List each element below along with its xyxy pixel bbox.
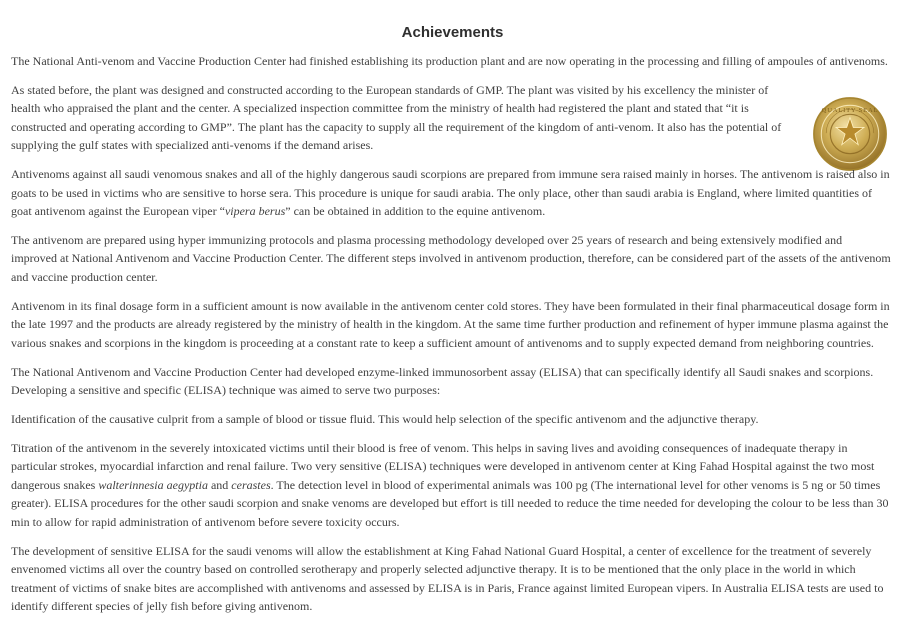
paragraph-gmp-standard: As stated before, the plant was designed and constructed according to the European standards of GMP. The plant was visited by his excellency the minister of health who appraised the plant and the center. A specialized inspection committee from the ministry of health had registered the plant and stated that “it is constructed and operating according to GMP”. The plant has the capacity to supply all the requirement of the kingdom of anti-venom. It also has the potential of supplying the gulf states with specialized anti-venoms if the demand arises. bbox=[11, 83, 782, 153]
species-name-walterinnesia-aegyptia: walterinnesia aegyptia bbox=[98, 477, 208, 492]
paragraph-antivenom-sources bbox=[11, 165, 891, 220]
paragraph-center-of-excellence: The development of sensitive ELISA for the saudi venoms will allow the establishment at King Fahad National Guard Hospital, a center of excellence for the treatment of severely envenomed victims all over the country based on controlled serotherapy and properly selected adjunctive therapy. It is to be mentioned that the only place in the world in which treatment of victims of snake bites are accomplished with antivenoms and assessed by ELISA is in Paris, France against limited European vipers. In Australia ELISA tests are used to identify different species of jelly fish before giving antivenom. bbox=[11, 543, 884, 613]
species-name-cerastes: cerastes bbox=[231, 477, 271, 492]
species-name-vipera-berus: vipera berus bbox=[224, 204, 286, 219]
paragraph-final-dosage: Antivenom in its final dosage form in a sufficient amount is now available in the antivenom center cold stores. They have been formulated in their final pharmaceutical dosage form in the late 1997 and the products are already registered by the ministry of health in the kingdom. At the same time further production and refinement of hyper immune plasma against the various snakes and scorpions in the kingdom is proceeding at a constant rate to keep a sufficient amount of antivenoms and to supply expected demand from neighboring countries. bbox=[11, 298, 890, 350]
paragraph-elisa-development: The National Antivenom and Vaccine Production Center had developed enzyme-linked immunosorbent assay (ELISA) that can specifically identify all Saudi snakes and scorpions. Developing a sensitive and specific (ELISA) technique was aimed to serve two purposes: bbox=[11, 364, 874, 398]
paragraph-titration-text-b: and bbox=[207, 477, 232, 492]
paragraph-identification-purpose: Identification of the causative culprit from a sample of blood or tissue fluid. This would help selection of the specific antivenom and the adjunctive therapy. bbox=[11, 412, 759, 427]
article-content bbox=[11, 52, 891, 626]
paragraph-titration-text-c: . The detection level in blood of experimental animals was 100 pg (The international level for other venoms is 5 ng or 50 times greater). ELISA procedures for the other saudi scorpion and snake venoms are developed but effort is till needed to reduce the time needed for developing the colour to be less than 30 min to allow for rapid administration of antivenom before severe toxicity occurs. bbox=[11, 477, 889, 529]
paragraph-titration-purpose bbox=[11, 439, 891, 531]
paragraph-production-plant: The National Anti-venom and Vaccine Production Center had finished establishing its production plant and are now operating in the processing and filling of ampoules of antivenoms. bbox=[11, 54, 888, 68]
page-title: Achievements bbox=[401, 24, 504, 41]
paragraph-antivenom-sources-text-a: Antivenoms against all saudi venomous snakes and all of the highly dangerous saudi scorpions are prepared from immune sera raised mainly in horses. The antivenom is raised also in goats to be used in victims who are sensitive to horse sera. This procedure is unique for saudi arabia. The only place, other than saudi arabia is England, where limited quantities of goat antivenom against the European viper “ bbox=[11, 167, 890, 219]
svg-text:QUALITY SEAL: QUALITY SEAL bbox=[821, 106, 879, 114]
paragraph-titration-text-a: Titration of the antivenom in the severely intoxicated victims until their blood is free of venom. This helps in saving lives and avoiding consequences of inadequate therapy in particular strokes, myocardial infarction and renal failure. Two very sensitive (ELISA) techniques were developed in antivenom center at King Fahad Hospital against the two most dangerous snakes bbox=[11, 441, 875, 492]
paragraph-production-methodology: The antivenom are prepared using hyper immunizing protocols and plasma processing methodology developed over 25 years of research and being extensively modified and improved at National Antivenom and Vaccine Production Center. The different steps involved in antivenom production, therefore, can be considered part of the assets of the antivenom and vaccine production center. bbox=[11, 233, 891, 284]
paragraph-antivenom-sources-text-b: ” can be obtained in addition to the equine antivenom. bbox=[285, 204, 546, 219]
